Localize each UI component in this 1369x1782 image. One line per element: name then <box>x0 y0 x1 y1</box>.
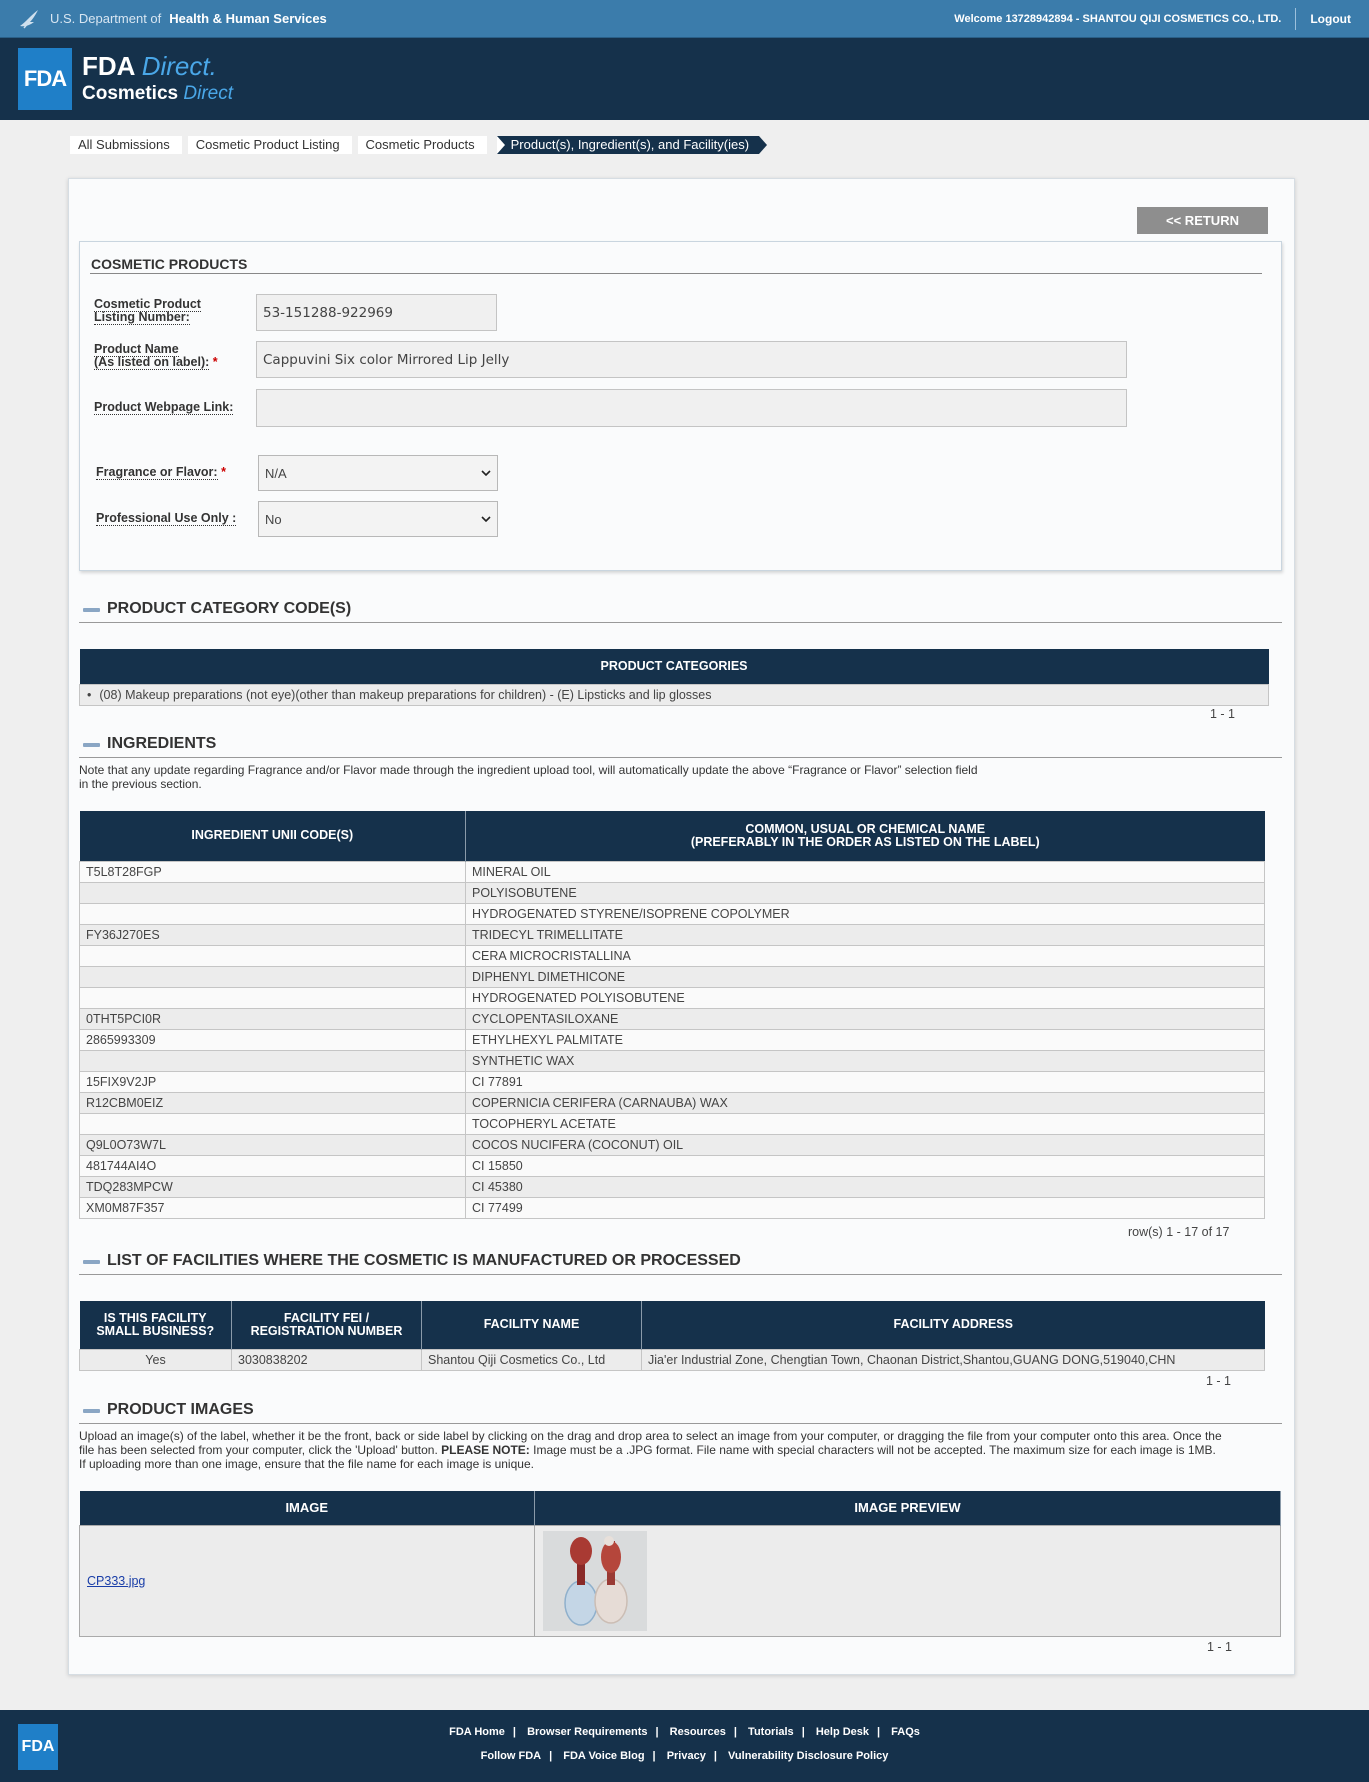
table-row <box>80 945 1265 966</box>
table-row <box>80 1092 1265 1113</box>
table-row <box>80 1008 1265 1029</box>
ingredients-note <box>79 763 978 791</box>
collapse-icon[interactable] <box>83 1409 100 1413</box>
ingredient-name-cell: COPERNICIA CERIFERA (CARNAUBA) WAX <box>466 1092 1265 1113</box>
ingredient-name-cell: DIPHENYL DIMETHICONE <box>466 966 1265 987</box>
ingredient-name-header-line1: COMMON, USUAL OR CHEMICAL NAME <box>745 821 986 836</box>
listing-number-field[interactable]: 53-151288-922969 <box>256 294 497 331</box>
product-categories-header: PRODUCT CATEGORIES <box>80 649 1269 684</box>
footer-link-follow-fda[interactable]: Follow FDA <box>480 1750 542 1762</box>
footer-separator: | <box>652 1750 656 1762</box>
table-row <box>80 882 1265 903</box>
fei-header <box>232 1301 422 1349</box>
category-item: (08) Makeup preparations (not eye)(other than makeup preparations for children) - (E) Lipsticks and lip glosses <box>99 687 712 702</box>
table-row <box>80 903 1265 924</box>
app-title <box>82 52 233 106</box>
image-file-cell <box>80 1525 535 1636</box>
ingredient-code-cell: Q9L0O73W7L <box>80 1134 466 1155</box>
ingredient-name-header <box>466 811 1265 861</box>
footer-link-tutorials[interactable]: Tutorials <box>748 1726 794 1738</box>
table-row <box>80 1176 1265 1197</box>
small-business-header-line1: IS THIS FACILITY <box>103 1310 207 1325</box>
product-thumbnail-image[interactable] <box>543 1531 647 1631</box>
images-note-line2c: Image must be a .JPG format. File name with special characters will not be accepted. The maximum size for each image is 1MB. <box>533 1443 1216 1457</box>
footer-link-faqs[interactable]: FAQs <box>891 1726 920 1738</box>
fda-logo[interactable]: FDA <box>18 48 72 110</box>
fragrance-select[interactable] <box>258 455 498 491</box>
footer-separator: | <box>801 1726 805 1738</box>
fei-header-line1: FACILITY FEI / <box>283 1310 370 1325</box>
footer-separator: | <box>733 1726 737 1738</box>
ingredient-code-cell: TDQ283MPCW <box>80 1176 466 1197</box>
ingredient-code-cell <box>80 903 466 924</box>
app-title-main: FDA <box>82 51 135 81</box>
images-note-line2a: file has been selected from your computer, click the 'Upload' button. <box>79 1443 438 1457</box>
ingredient-code-cell: R12CBM0EIZ <box>80 1092 466 1113</box>
footer-separator: | <box>713 1750 717 1762</box>
ingredient-code-cell <box>80 945 466 966</box>
hhs-dept-name: Health & Human Services <box>169 11 327 26</box>
product-name-field[interactable]: Cappuvini Six color Mirrored Lip Jelly <box>256 341 1127 378</box>
ingredient-name-cell: CI 45380 <box>466 1176 1265 1197</box>
images-note-line1: Upload an image(s) of the label, whether it be the front, back or side label by clicking on the drag and drop area to select an image from your computer, or dragging the file from your computer onto this area. Once the <box>79 1429 1222 1443</box>
ingredient-code-cell: 2865993309 <box>80 1029 466 1050</box>
divider <box>79 757 1282 758</box>
footer-links-row2 <box>0 1750 1369 1762</box>
chevron-down-icon <box>481 470 491 476</box>
listing-number-label-line1: Cosmetic Product <box>94 297 201 311</box>
ingredient-code-cell: 481744AI4O <box>80 1155 466 1176</box>
fda-header <box>0 38 1369 120</box>
ingredient-name-cell: SYNTHETIC WAX <box>466 1050 1265 1071</box>
images-note-emphasis: PLEASE NOTE: <box>441 1443 530 1457</box>
divider <box>79 1274 1282 1275</box>
cosmetic-products-box <box>79 241 1282 571</box>
ingredient-code-cell: 0THT5PCI0R <box>80 1008 466 1029</box>
footer <box>0 1710 1369 1782</box>
facility-name-header: FACILITY NAME <box>422 1301 642 1349</box>
ingredient-code-cell: T5L8T28FGP <box>80 861 466 882</box>
table-row <box>80 1155 1265 1176</box>
table-row <box>80 1349 1265 1370</box>
collapse-icon[interactable] <box>83 608 100 612</box>
ingredient-code-cell <box>80 987 466 1008</box>
fragrance-select-value: N/A <box>265 465 287 481</box>
breadcrumb-cosmetic-product-listing[interactable]: Cosmetic Product Listing <box>188 136 352 154</box>
footer-separator: | <box>655 1726 659 1738</box>
ingredient-name-header-line2: (PREFERABLY IN THE ORDER AS LISTED ON THE LABEL) <box>690 834 1040 849</box>
ingredients-title: INGREDIENTS <box>107 735 217 752</box>
collapse-icon[interactable] <box>83 1260 100 1264</box>
footer-link-browser-requirements[interactable]: Browser Requirements <box>527 1726 648 1738</box>
chevron-down-icon <box>481 516 491 522</box>
ingredient-name-cell: HYDROGENATED STYRENE/ISOPRENE COPOLYMER <box>466 903 1265 924</box>
images-note <box>79 1429 1285 1471</box>
product-categories-table <box>79 649 1269 706</box>
professional-use-select[interactable] <box>258 501 498 537</box>
table-row <box>80 987 1265 1008</box>
image-header: IMAGE <box>80 1491 535 1525</box>
ingredient-code-cell: XM0M87F357 <box>80 1197 466 1218</box>
divider <box>79 622 1282 623</box>
return-button[interactable]: << RETURN <box>1137 207 1268 234</box>
ingredient-code-cell: 15FIX9V2JP <box>80 1071 466 1092</box>
required-marker: * <box>221 465 226 479</box>
app-subtitle-accent: Direct <box>183 83 234 104</box>
main-panel <box>68 178 1295 1675</box>
facilities-table <box>79 1301 1265 1371</box>
footer-fda-logo[interactable]: FDA <box>18 1724 58 1770</box>
divider <box>90 273 1262 274</box>
table-row <box>80 1050 1265 1071</box>
footer-link-resources[interactable]: Resources <box>669 1726 726 1738</box>
logout-link[interactable]: Logout <box>1310 11 1351 26</box>
ingredient-code-cell <box>80 882 466 903</box>
image-preview-cell <box>535 1525 1281 1636</box>
breadcrumb-current: Product(s), Ingredient(s), and Facility(ies) <box>497 136 759 154</box>
image-file-link[interactable]: CP333.jpg <box>87 1573 146 1588</box>
footer-link-help-desk[interactable]: Help Desk <box>815 1726 870 1738</box>
footer-links-row1 <box>0 1726 1369 1738</box>
images-pager: 1 - 1 <box>1207 1640 1233 1654</box>
ingredient-code-header: INGREDIENT UNII CODE(S) <box>80 811 466 861</box>
small-business-header <box>80 1301 232 1349</box>
product-category-title: PRODUCT CATEGORY CODE(S) <box>107 600 352 617</box>
ingredient-name-cell: POLYISOBUTENE <box>466 882 1265 903</box>
fragrance-label-text: Fragrance or Flavor: <box>96 465 218 479</box>
collapse-icon[interactable] <box>83 743 100 747</box>
cosmetic-products-title: COSMETIC PRODUCTS <box>91 256 248 272</box>
hhs-eagle-icon <box>18 8 42 30</box>
table-row <box>80 1029 1265 1050</box>
facility-name-cell: Shantou Qiji Cosmetics Co., Ltd <box>422 1349 642 1370</box>
professional-use-label-text: Professional Use Only : <box>96 511 237 525</box>
welcome-text: Welcome 13728942894 - SHANTOU QIJI COSMETICS CO., LTD. <box>954 12 1282 25</box>
product-name-label <box>94 343 218 369</box>
product-name-label-line1: Product Name <box>94 342 179 356</box>
breadcrumb <box>70 136 1369 154</box>
ingredient-code-cell: FY36J270ES <box>80 924 466 945</box>
hhs-top-bar <box>0 0 1369 38</box>
table-row <box>80 1197 1265 1218</box>
footer-separator: | <box>877 1726 881 1738</box>
hhs-branding[interactable] <box>18 8 327 30</box>
fei-cell: 3030838202 <box>232 1349 422 1370</box>
table-row <box>80 966 1265 987</box>
facilities-pager: 1 - 1 <box>1206 1374 1232 1388</box>
listing-number-label-line2: Listing Number: <box>94 310 190 324</box>
ingredient-name-cell: HYDROGENATED POLYISOBUTENE <box>466 987 1265 1008</box>
table-row <box>80 1525 1281 1636</box>
table-row <box>80 1071 1265 1092</box>
facility-address-cell: Jia'er Industrial Zone, Chengtian Town, Chaonan District,Shantou,GUANG DONG,519040,CHN <box>642 1349 1265 1370</box>
header-divider <box>1295 8 1296 30</box>
professional-use-select-value: No <box>265 511 282 527</box>
ingredient-name-cell: CI 77499 <box>466 1197 1265 1218</box>
ingredient-name-cell: MINERAL OIL <box>466 861 1265 882</box>
table-row <box>80 1113 1265 1134</box>
images-note-line3: If uploading more than one image, ensure that the file name for each image is unique. <box>79 1457 534 1471</box>
small-business-cell: Yes <box>80 1349 232 1370</box>
footer-link-fda-home[interactable]: FDA Home <box>449 1726 505 1738</box>
app-subtitle-main: Cosmetics <box>82 83 179 104</box>
footer-link-privacy[interactable]: Privacy <box>666 1750 706 1762</box>
divider <box>79 1423 1282 1424</box>
ingredient-name-cell: COCOS NUCIFERA (COCONUT) OIL <box>466 1134 1265 1155</box>
fragrance-label <box>96 466 226 479</box>
footer-separator: | <box>549 1750 553 1762</box>
table-row <box>80 1134 1265 1155</box>
fei-header-line2: REGISTRATION NUMBER <box>250 1323 403 1338</box>
ingredient-name-cell: CYCLOPENTASILOXANE <box>466 1008 1265 1029</box>
breadcrumb-cosmetic-products[interactable]: Cosmetic Products <box>358 136 487 154</box>
webpage-link-field[interactable] <box>256 389 1127 427</box>
footer-link-vulnerability-disclosure[interactable]: Vulnerability Disclosure Policy <box>727 1750 889 1762</box>
footer-separator: | <box>512 1726 516 1738</box>
app-title-accent: Direct. <box>141 51 217 81</box>
table-row <box>80 861 1265 882</box>
required-marker: * <box>212 355 218 369</box>
footer-link-fda-voice-blog[interactable]: FDA Voice Blog <box>563 1750 645 1762</box>
ingredient-name-cell: CERA MICROCRISTALLINA <box>466 945 1265 966</box>
ingredient-code-cell <box>80 1050 466 1071</box>
webpage-link-label-text: Product Webpage Link: <box>94 400 234 414</box>
webpage-link-label <box>94 401 233 414</box>
facilities-title: LIST OF FACILITIES WHERE THE COSMETIC IS MANUFACTURED OR PROCESSED <box>107 1252 741 1269</box>
product-name-label-line2: (As listed on label): <box>94 355 210 369</box>
product-images-table <box>79 1491 1281 1637</box>
small-business-header-line2: SMALL BUSINESS? <box>96 1323 215 1338</box>
hhs-dept-prefix: U.S. Department of <box>50 11 162 26</box>
professional-use-label <box>96 512 236 525</box>
ingredients-table <box>79 811 1265 1219</box>
ingredient-code-cell <box>80 966 466 987</box>
table-row <box>80 684 1269 705</box>
breadcrumb-all-submissions[interactable]: All Submissions <box>70 136 182 154</box>
ingredients-note-line1: Note that any update regarding Fragrance and/or Flavor made through the ingredient upload tool, will automatically update the above “Fragrance or Flavor” selection field <box>79 763 978 777</box>
image-preview-header: IMAGE PREVIEW <box>535 1491 1281 1525</box>
ingredient-name-cell: TOCOPHERYL ACETATE <box>466 1113 1265 1134</box>
facility-address-header: FACILITY ADDRESS <box>642 1301 1265 1349</box>
ingredients-pager: row(s) 1 - 17 of 17 <box>1128 1225 1230 1239</box>
ingredient-name-cell: CI 77891 <box>466 1071 1265 1092</box>
ingredient-code-cell <box>80 1113 466 1134</box>
ingredient-name-cell: TRIDECYL TRIMELLITATE <box>466 924 1265 945</box>
bullet-icon: • <box>87 687 92 702</box>
table-row <box>80 924 1265 945</box>
category-pager: 1 - 1 <box>1210 707 1236 721</box>
listing-number-label <box>94 298 201 324</box>
product-images-title: PRODUCT IMAGES <box>107 1401 254 1418</box>
ingredient-name-cell: CI 15850 <box>466 1155 1265 1176</box>
ingredient-name-cell: ETHYLHEXYL PALMITATE <box>466 1029 1265 1050</box>
ingredients-note-line2: in the previous section. <box>79 777 202 791</box>
